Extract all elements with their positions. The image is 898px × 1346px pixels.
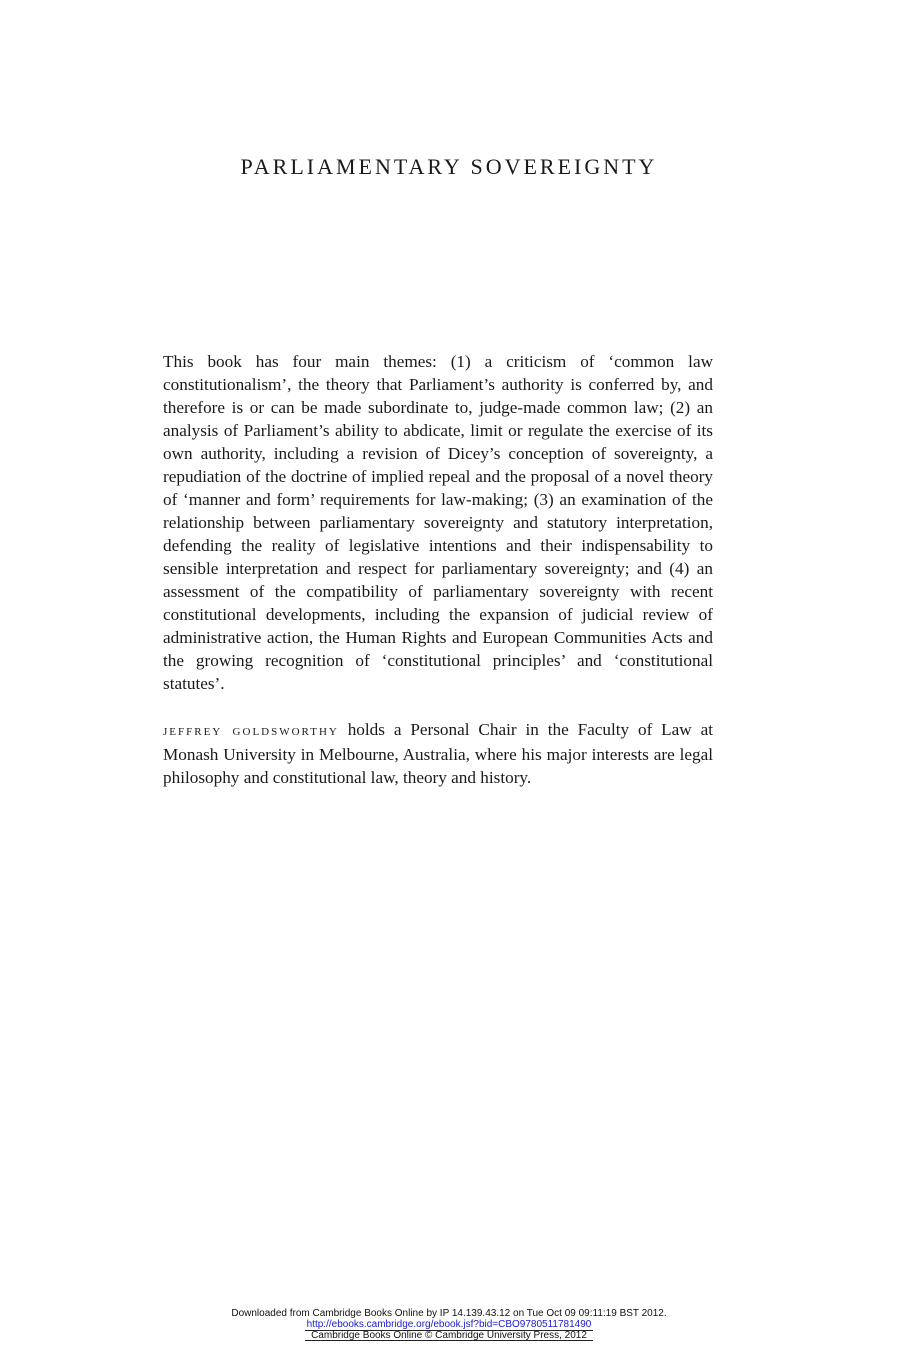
ebook-link[interactable]: http://ebooks.cambridge.org/ebook.jsf?bid=CBO9780511781490 <box>306 1319 592 1330</box>
author-bio-text: holds a Personal Chair in the Faculty of Law at Monash University in Melbourne, Australia, where his major interests are legal philosophy and constitutional law, theory and history. <box>163 720 713 787</box>
author-bio-paragraph <box>163 718 713 789</box>
download-footer <box>0 1308 898 1341</box>
abstract-paragraph: This book has four main themes: (1) a criticism of ‘common law constitutionalism’, the theory that Parliament’s authority is conferred by, and therefore is or can be made subordinate to, judge-made common law; (2) an analysis of Parliament’s ability to abdicate, limit or regulate the exercise of its own authority, including a revision of Dicey’s conception of sovereignty, a repudiation of the doctrine of implied repeal and the proposal of a novel theory of ‘manner and form’ requirements for law-making; (3) an examination of the relationship between parliamentary sovereignty and statutory interpretation, defending the reality of legislative intentions and their indispensability to sensible interpretation and respect for parliamentary sovereignty; and (4) an assessment of the compatibility of parliamentary sovereignty with recent constitutional developments, including the expansion of judicial review of administrative action, the Human Rights and European Communities Acts and the growing recognition of ‘constitutional principles’ and ‘constitutional statutes’. <box>163 352 713 693</box>
copyright-notice: Cambridge Books Online © Cambridge University Press, 2012 <box>305 1330 593 1341</box>
page-title: PARLIAMENTARY SOVEREIGNTY <box>240 154 658 179</box>
author-name: jeffrey goldsworthy <box>163 723 339 739</box>
main-content <box>163 350 713 789</box>
download-info: Downloaded from Cambridge Books Online by IP 14.139.43.12 on Tue Oct 09 09:11:19 BST 2012. <box>231 1308 667 1319</box>
